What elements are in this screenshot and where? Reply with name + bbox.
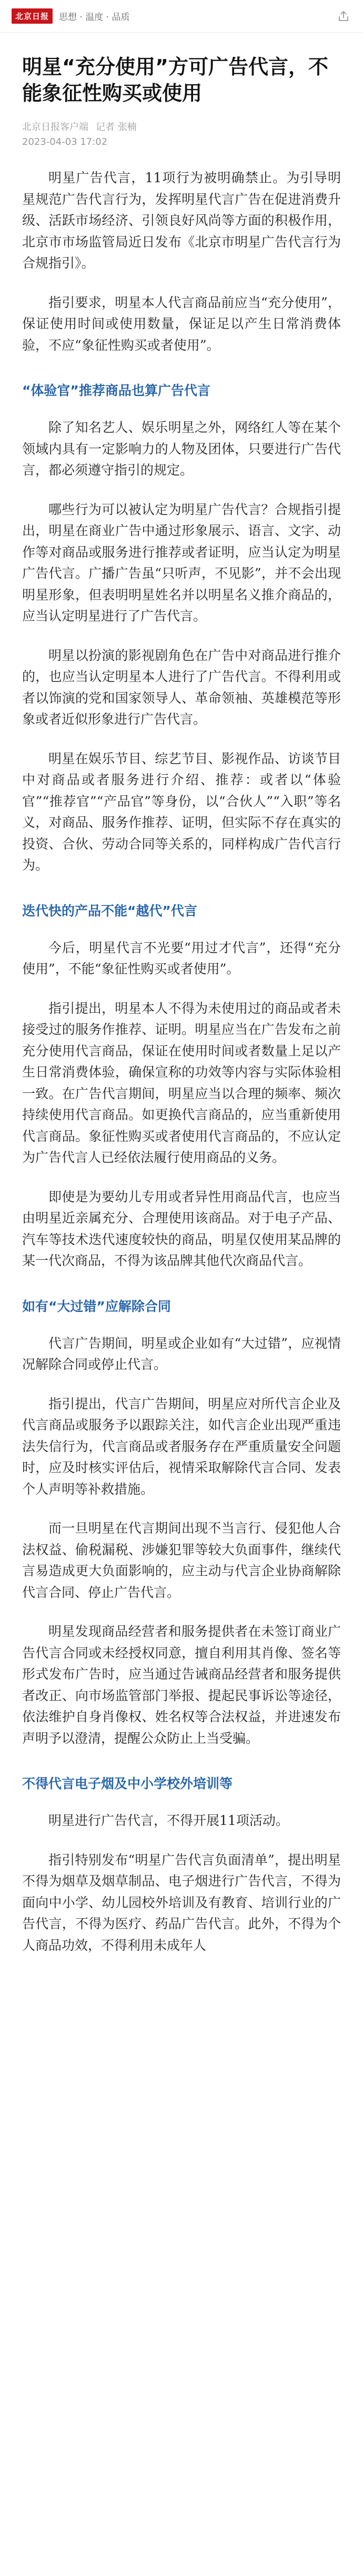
paragraph: 哪些行为可以被认定为明星广告代言？合规指引提出，明星在商业广告中通过形象展示、语言、文字、动作等对商品或服务进行推荐或者证明，应当认定为明星广告代言。广播广告虽“只听声，不见影”，并不会出现明星形象，但表明明星姓名并以明星名义推介商品的，应当认定明星进行了广告代言。 — [22, 501, 341, 624]
slogan: 思想 · 温度 · 品质 — [59, 12, 130, 23]
paragraph: 指引提出，代言广告期间，明星应对所代言企业及代言商品或服务予以跟踪关注，如代言企业出现严重违法失信行为，代言商品或者服务存在严重质量安全问题时，应及时核实评估后，视情采取解除代言合同、发表个人声明等补救措施。 — [22, 1396, 341, 1497]
paragraph: 指引要求，明星本人代言商品前应当“充分使用”，保证使用时间或使用数量，保证足以产生日常消费体验，不应“象征性购买或者使用”。 — [22, 294, 341, 353]
section-heading: 不得代言电子烟及中小学校外培训等 — [22, 1776, 233, 1791]
paragraph: 除了知名艺人、娱乐明星之外，网络红人等在某个领域内具有一定影响力的人物及团体，只要进行广告代言，都必须遵守指引的规定。 — [22, 420, 341, 478]
paragraph: 明星广告代言，11项行为被明确禁止。为引导明星规范广告代言行为，发挥明星代言广告在促进消费升级、活跃市场经济、引领良好风尚等方面的积极作用，北京市市场监管局近日发布《北京市明星广告代言行为合规指引》。 — [22, 170, 341, 271]
paragraph: 今后，明星代言不光要“用过才代言”，还得“充分使用”，不能“象征性购买或者使用”。 — [22, 940, 341, 976]
paragraph: 而一旦明星在代言期间出现不当言行、侵犯他人合法权益、偷税漏税、涉嫌犯罪等较大负面事件，继续代言易造成更大负面影响的，应主动与代言企业协商解除代言合同、停止广告代言。 — [22, 1521, 341, 1600]
section-heading: “体验官”推荐商品也算广告代言 — [22, 383, 210, 398]
article-meta — [22, 120, 341, 150]
article-author: 记者 张楠 — [96, 122, 137, 133]
paragraph: 明星发现商品经营者和服务提供者在未签订商业广告代言合同或未经授权同意，擅自利用其肖像、签名等形式发布广告时，应当通过告诫商品经营者和服务提供者改正、向市场监管部门举报、提起民事诉讼等途径，依法维护自身肖像权、姓名权等合法权益，并进速发布声明予以澄清，提醒公众防止上当受骗。 — [22, 1624, 341, 1746]
article — [0, 54, 363, 1956]
top-bar — [0, 0, 363, 33]
paragraph: 即使是为要幼儿专用或者异性用商品代言，也应当由明星近亲属充分、合理使用该商品。对于电子产品、汽车等技术迭代速度较快的商品，明星仅使用某品牌的某一代次商品，不得为该品牌其他代次商品代言。 — [22, 1189, 341, 1268]
section-heading: 如有“大过错”应解除合同 — [22, 1298, 171, 1314]
paragraph: 明星在娱乐节目、综艺节目、影视作品、访谈节目中对商品或者服务进行介绍、推荐：或者以“体验官”“推荐官”“产品官”等身份，以“合伙人”“入职”等名义，对商品、服务作推荐、证明，但实际不存在真实的投资、合伙、劳动合同等关系的，同样构成广告代言行为。 — [22, 751, 341, 873]
article-date: 2023-04-03 17:02 — [22, 136, 108, 147]
article-source: 北京日报客户端 — [22, 122, 88, 133]
paragraph: 代言广告期间，明星或企业如有“大过错”，应视情况解除合同或停止代言。 — [22, 1335, 341, 1372]
article-title: 明星“充分使用”方可广告代言，不能象征性购买或使用 — [22, 55, 328, 105]
paragraph: 明星以扮演的影视剧角色在广告中对商品进行推介的，也应当认定明星本人进行了广告代言。不得利用或者以饰演的党和国家领导人、革命领袖、英雄模范等形象或者近似形象进行广告代言。 — [22, 647, 341, 727]
paragraph: 指引提出，明星本人不得为未使用过的商品或者未接受过的服务作推荐、证明。明星应当在广告发布之前充分使用代言商品，保证在使用时间或者数量上足以产生日常消费体验，确保宣称的功效等内容与实际体验相一致。在广告代言期间，明星应当以合理的频率、频次持续使用代言商品。如更换代言商品的，应当重新使用代言商品。象征性购买或者使用代言商品的，不应认定为广告代言人已经依法履行使用商品的义务。 — [22, 1000, 341, 1165]
share-icon[interactable] — [336, 8, 351, 24]
paragraph: 指引特别发布“明星广告代言负面清单”，提出明星不得为烟草及烟草制品、电子烟进行广告代言，不得为面向中小学、幼儿园校外培训及有教育、培训行业的广告代言，不得为医疗、药品广告代言。此外，不得为个人商品功效，不得利用未成年人 — [22, 1852, 341, 1953]
section-heading: 迭代快的产品不能“越代”代言 — [22, 903, 197, 919]
paragraph: 明星进行广告代言，不得开展11项活动。 — [48, 1813, 289, 1828]
newspaper-logo: 北京日报 — [12, 8, 53, 24]
